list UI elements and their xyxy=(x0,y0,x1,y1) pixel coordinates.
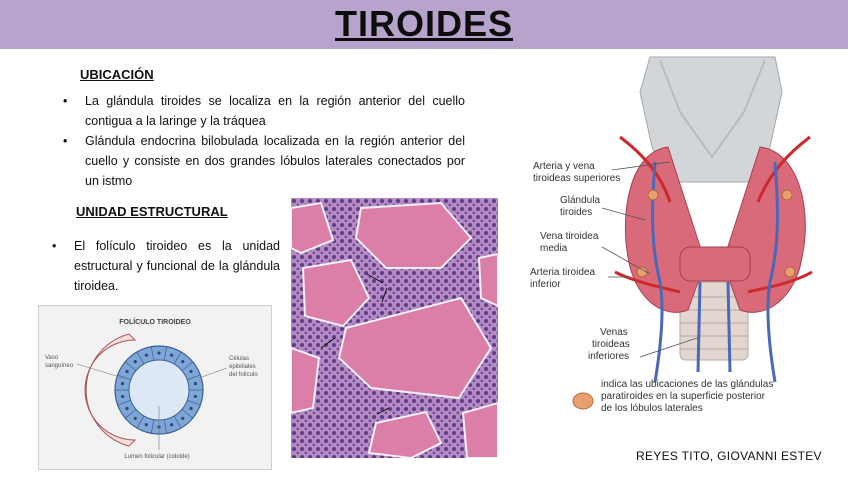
label-artery-inf-1: Arteria tiroidea xyxy=(530,267,596,278)
label-vessel-2: sanguíneo xyxy=(45,363,74,369)
author-credit: REYES TITO, GIOVANNI ESTEV xyxy=(636,449,822,463)
parathyroid-legend-icon xyxy=(573,393,593,409)
unidad-bullet-1: • El folículo tiroideo es la unidad estructural y funcional de la glándula tiroidea. xyxy=(52,239,280,293)
label-gland-2: tiroides xyxy=(560,207,593,218)
cell-nucleus xyxy=(145,354,148,357)
label-veins-inf-3: inferiores xyxy=(588,351,630,362)
cell-nucleus xyxy=(134,417,137,420)
follicle-diagram xyxy=(38,305,272,470)
label-artery-inf-2: inferior xyxy=(530,279,561,290)
label-veins-inf-2: tiroideas xyxy=(592,339,630,350)
label-vein-mid-1: Vena tiroidea xyxy=(540,231,599,242)
unidad-bullet-list xyxy=(52,236,280,296)
cell-nucleus xyxy=(121,395,124,398)
thyroid-anatomy-illustration xyxy=(520,52,848,424)
cell-nucleus xyxy=(189,370,192,373)
cell-nucleus xyxy=(170,423,173,426)
label-arteries-sup-2: tiroideas superiores xyxy=(533,173,621,184)
cell-nucleus xyxy=(134,360,137,363)
label-arteries-sup-1: Arteria y vena xyxy=(533,161,595,172)
follicle-diagram-title: FOLÍCULO TIROIDEO xyxy=(119,319,191,326)
label-cells-3: del folículo xyxy=(229,372,258,378)
cell-nucleus xyxy=(157,351,160,354)
cell-nucleus xyxy=(181,417,184,420)
page-title: TIROIDES xyxy=(334,3,513,44)
label-lumen: Lumen folicular (coloide) xyxy=(124,454,190,460)
legend-text-3: de los lóbulos laterales xyxy=(601,403,703,414)
ubicacion-bullet-2: • Glándula endocrina bilobulada localizada en la región anterior del cuello y consiste en dos grandes lóbulos laterales conectados por un istmo xyxy=(63,134,465,188)
ubicacion-heading: UBICACIÓN xyxy=(80,67,154,82)
label-veins-inf-1: Venas xyxy=(600,327,628,338)
cell-nucleus xyxy=(194,395,197,398)
cell-nucleus xyxy=(125,407,128,410)
ubicacion-bullet-1: • La glándula tiroides se localiza en la región anterior del cuello contigua a la laringe y la tráquea xyxy=(63,94,465,128)
cell-nucleus xyxy=(181,360,184,363)
ubicacion-bullet-list xyxy=(63,91,465,191)
label-gland-1: Glándula xyxy=(560,195,601,206)
label-cells-2: epiteliales xyxy=(229,364,256,370)
histology-micrograph xyxy=(291,198,498,458)
cell-nucleus xyxy=(145,423,148,426)
label-vein-mid-2: media xyxy=(540,243,568,254)
cell-nucleus xyxy=(189,407,192,410)
legend-text-1: indica las ubicaciones de las glándulas xyxy=(601,379,774,390)
cell-nucleus xyxy=(121,382,124,385)
cell-nucleus xyxy=(194,382,197,385)
legend-text-2: paratiroides en la superficie posterior xyxy=(601,391,765,402)
follicle-illustration xyxy=(39,306,271,469)
cell-nucleus xyxy=(125,370,128,373)
label-cells-1: Células xyxy=(229,356,250,362)
label-vessel-1: Vaso xyxy=(45,355,59,361)
unidad-heading: UNIDAD ESTRUCTURAL xyxy=(76,204,228,219)
cell-nucleus xyxy=(170,354,173,357)
